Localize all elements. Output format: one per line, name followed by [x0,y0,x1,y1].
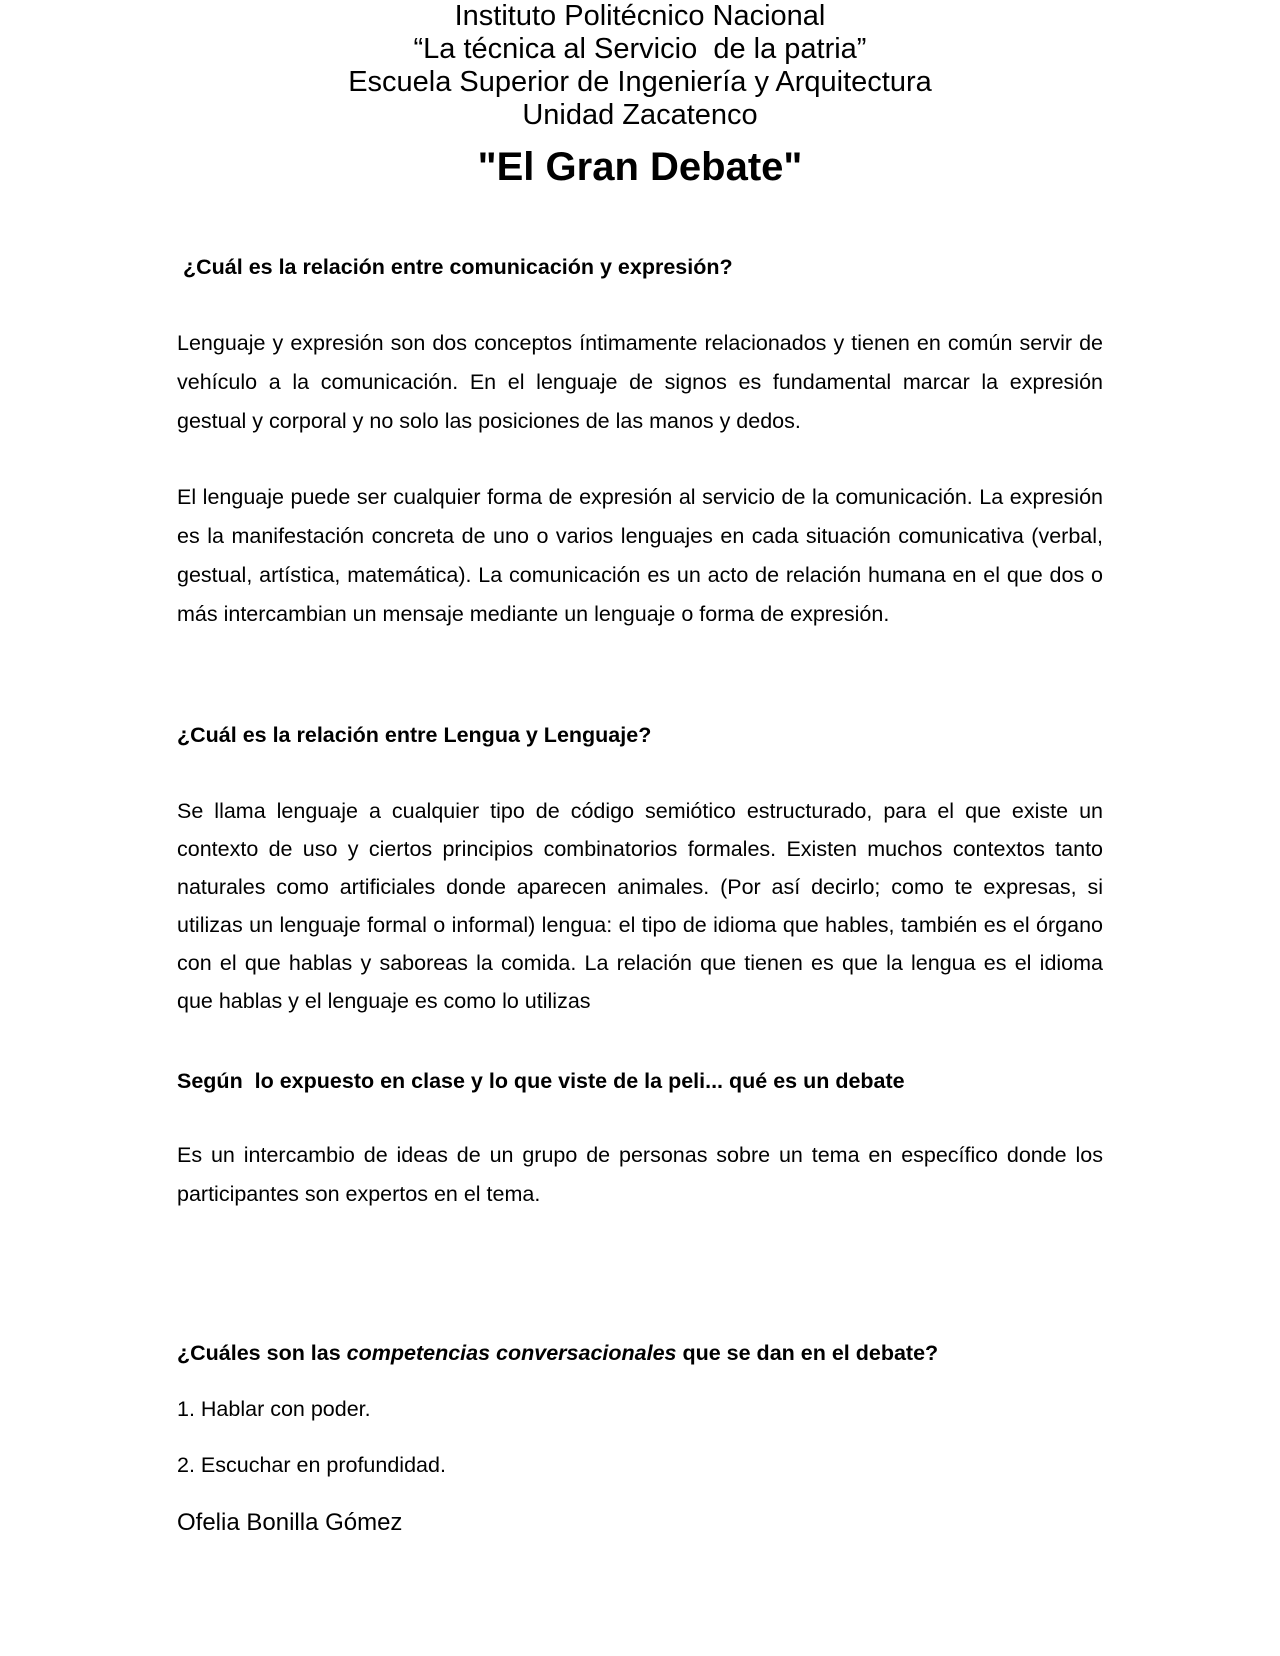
author-signature: Ofelia Bonilla Gómez [177,1509,403,1536]
institution-motto: “La técnica al Servicio de la patria” [413,33,867,65]
list-item: 1. Hablar con poder. [177,1397,371,1421]
institution-name: Instituto Politécnico Nacional [454,0,826,32]
unit-name: Unidad Zacatenco [522,99,758,131]
document-title: "El Gran Debate" [477,145,803,189]
paragraph-communication-1: Lenguaje y expresión son dos conceptos íntimamente relacionados y tienen en común servir de vehículo a la comunicación. En el lenguaje de signos es fundamental marcar la expresión gestual y corporal y no solo las posiciones de las manos y dedos. [177,331,1103,433]
paragraph-communication-2: El lenguaje puede ser cualquier forma de expresión al servicio de la comunicación. La expresión es la manifestación concreta de uno o varios lenguajes en cada situación comunicativa (verbal, gestual, artística, matemática). La comunicación es un acto de relación humana en el que dos o más intercambian un mensaje mediante un lenguaje o forma de expresión. [177,485,1103,626]
document-header [0,0,1280,132]
question-lengua-lenguaje: ¿Cuál es la relación entre Lengua y Lenguaje? [177,723,652,747]
paragraph-debate-definition: Es un intercambio de ideas de un grupo de personas sobre un tema en específico donde los participantes son expertos en el tema. [177,1143,1103,1206]
question-debate-definition: Según lo expuesto en clase y lo que viste de la peli... qué es un debate [177,1069,905,1093]
question-suffix: que se dan en el debate? [676,1341,939,1365]
paragraph-lengua-lenguaje: Se llama lenguaje a cualquier tipo de código semiótico estructurado, para el que existe un contexto de uso y ciertos principios combinatorios formales. Existen muchos contextos tanto naturales como artificiales donde aparecen animales. (Por así decirlo; como te expresas, si utilizas un lenguaje formal o informal) lengua: el tipo de idioma que hables, también es el órgano con el que hablas y saboreas la comida. La relación que tienen es que la lengua es el idioma que hablas y el lenguaje es como lo utilizas [177,799,1103,1013]
question-italic-term: competencias conversacionales [346,1341,677,1365]
list-item: 2. Escuchar en profundidad. [177,1453,446,1477]
question-communication-expression: ¿Cuál es la relación entre comunicación y expresión? [183,255,733,279]
question-prefix: ¿Cuáles son las [177,1341,347,1365]
question-conversational-competencies [177,1340,1103,1366]
school-name: Escuela Superior de Ingeniería y Arquitectura [348,66,932,98]
